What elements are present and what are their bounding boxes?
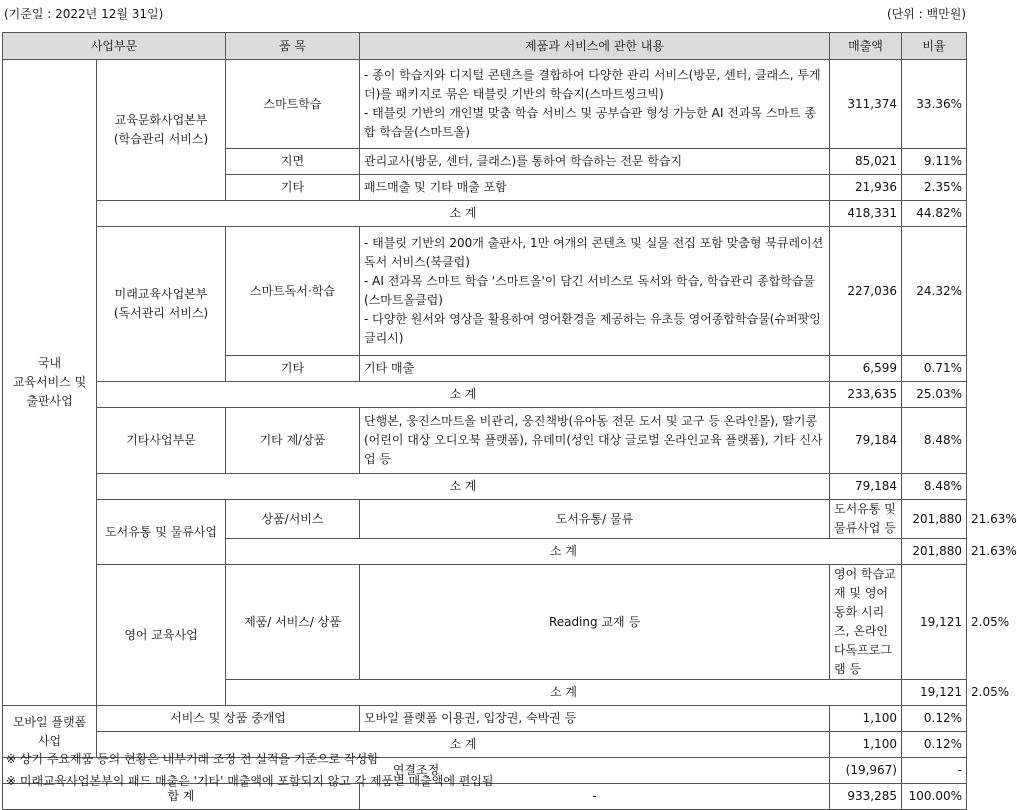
sales-cell: 227,036 (830, 227, 902, 356)
table-header-row (3, 33, 967, 60)
subtotal-label: 소 계 (97, 474, 830, 500)
ratio-cell: 24.32% (902, 227, 967, 356)
division-edu-culture: 교육문화사업본부 (학습관리 서비스) (97, 60, 226, 201)
subtotal-sales: 233,635 (830, 382, 902, 408)
segment-domestic: 국내 교육서비스 및 출판사업 (3, 60, 97, 706)
description-cell: - 종이 학습지와 디지털 콘텐츠를 결합하여 다양한 관리 서비스(방문, 센터, 클래스, 투게더)를 패키지로 묶은 태블릿 기반의 학습지(스마트씽크빅) - 태블릿 기반의 개인별 맞춤 학습 서비스 및 공부습관 형성 가능한 AI 전과목 스마트 종합 학습물(스마트올) (360, 60, 830, 149)
product-sales-table (2, 32, 1017, 810)
subtotal-ratio: 8.48% (902, 474, 967, 500)
col-header-ratio: 비율 (902, 33, 967, 60)
total-sales: 933,285 (830, 784, 902, 810)
sales-cell: 79,184 (830, 408, 902, 474)
footnote: ※ 상기 주요제품 등의 현황은 내부거래 조정 전 실적을 기준으로 작성함 (6, 752, 379, 766)
ratio-cell: 9.11% (902, 149, 967, 175)
description-cell: 기타 매출 (360, 356, 830, 382)
subtotal-ratio: 0.12% (902, 732, 967, 758)
subtotal-sales: 79,184 (830, 474, 902, 500)
subtotal-label: 소 계 (97, 201, 830, 227)
item-cell: 스마트독서·학습 (226, 227, 360, 356)
sales-cell: 1,100 (830, 706, 902, 732)
sales-cell: 6,599 (830, 356, 902, 382)
subtotal-row (3, 474, 967, 500)
subtotal-label: 소 계 (226, 539, 902, 565)
subtotal-label: 소 계 (97, 382, 830, 408)
item-cell: Reading 교재 등 (360, 565, 830, 680)
unit-label: (단위 : 백만원) (887, 7, 966, 21)
segment-distribution: 도서유통 및 물류사업 (97, 500, 226, 565)
footnotes (6, 748, 494, 792)
subtotal-ratio: 25.03% (902, 382, 967, 408)
item-cell: 기타 (226, 356, 360, 382)
subtotal-row: 소 계 201,880 21.63% (3, 539, 967, 565)
segment-mobile: 모바일 플랫폼 사업 (3, 706, 97, 758)
table-header-bar (4, 5, 966, 21)
consolidation-sales: (19,967) (830, 758, 902, 784)
total-label: 합 계 (3, 784, 360, 810)
description-cell: 관리교사(방문, 센터, 클래스)를 통하여 학습하는 전문 학습지 (360, 149, 830, 175)
ratio-cell: 2.35% (902, 175, 967, 201)
sales-cell: 21,936 (830, 175, 902, 201)
table-row: 영어 교육사업 제품/ 서비스/ 상품 Reading 교재 등 영어 학습교재 및 영어 동화 시리즈, 온라인 다독프로그램 등 19,121 2.05% (3, 565, 967, 680)
table-row (3, 227, 967, 356)
ratio-cell: 0.12% (902, 706, 967, 732)
division-cell: 제품/ 서비스/ 상품 (226, 565, 360, 680)
item-cell: 도서유통/ 물류 (360, 500, 830, 539)
subtotal-row: 소 계 19,121 2.05% (3, 680, 967, 706)
total-ratio: 100.00% (902, 784, 967, 810)
col-header-item: 품 목 (226, 33, 360, 60)
subtotal-row (3, 201, 967, 227)
sales-cell: 19,121 (902, 565, 967, 680)
segment-english: 영어 교육사업 (97, 565, 226, 706)
item-cell: 스마트학습 (226, 60, 360, 149)
subtotal-sales: 201,880 (902, 539, 967, 565)
division-future-edu: 미래교육사업본부 (독서관리 서비스) (97, 227, 226, 382)
ratio-cell: 33.36% (902, 60, 967, 149)
consolidation-ratio: - (902, 758, 967, 784)
consolidation-label: 연결조정 (3, 758, 830, 784)
table-row: 도서유통 및 물류사업 상품/서비스 도서유통/ 물류 도서유통 및 물류사업 등 201,880 21.63% (3, 500, 967, 539)
table-row (3, 706, 967, 732)
subtotal-label: 소 계 (97, 732, 830, 758)
description-cell: 패드매출 및 기타 매출 포함 (360, 175, 830, 201)
division-other: 기타사업부문 (97, 408, 226, 474)
sales-cell: 311,374 (830, 60, 902, 149)
footnote: ※ 미래교육사업본부의 패드 매출은 '기타' 매출액에 포함되지 않고 각 제품별 매출액에 편입됨 (6, 774, 494, 788)
col-header-sales: 매출액 (830, 33, 902, 60)
description-cell: 도서유통 및 물류사업 등 (830, 500, 902, 539)
division-item-cell: 서비스 및 상품 중개업 (97, 706, 360, 732)
col-header-description: 제품과 서비스에 관한 내용 (360, 33, 830, 60)
item-cell: 지면 (226, 149, 360, 175)
sales-cell: 85,021 (830, 149, 902, 175)
base-date: (기준일 : 2022년 12월 31일) (4, 7, 164, 21)
item-cell: 기타 (226, 175, 360, 201)
subtotal-label: 소 계 (226, 680, 902, 706)
table-row (3, 60, 967, 149)
subtotal-row (3, 382, 967, 408)
description-cell: - 태블릿 기반의 200개 출판사, 1만 여개의 콘텐츠 및 실물 전집 포함 맞춤형 북큐레이션 독서 서비스(북클럽) - AI 전과목 스마트 학습 '스마트올'이 담긴 서비스로 독서와 학습, 학습관리 종합학습물(스마트올클럽) - 다양한 원서와 영상을 활용하여 영어환경을 제공하는 유초등 영어종합학습물(슈퍼팟잉글리시) (360, 227, 830, 356)
subtotal-sales: 418,331 (830, 201, 902, 227)
col-header-segment: 사업부문 (3, 33, 226, 60)
description-cell: 모바일 플랫폼 이용권, 입장권, 숙박권 등 (360, 706, 830, 732)
ratio-cell: 0.71% (902, 356, 967, 382)
sales-cell: 201,880 (902, 500, 967, 539)
division-cell: 상품/서비스 (226, 500, 360, 539)
table-row (3, 408, 967, 474)
subtotal-sales: 1,100 (830, 732, 902, 758)
ratio-cell: 8.48% (902, 408, 967, 474)
total-description: - (360, 784, 830, 810)
item-cell: 기타 제/상품 (226, 408, 360, 474)
description-cell: 단행본, 웅진스마트올 비관리, 웅진책방(유아동 전문 도서 및 교구 등 온라인몰), 딸기콩(어린이 대상 오디오북 플랫폼), 유데미(성인 대상 글로벌 온라인교육 플랫폼), 기타 신사업 등 (360, 408, 830, 474)
subtotal-ratio: 44.82% (902, 201, 967, 227)
description-cell: 영어 학습교재 및 영어 동화 시리즈, 온라인 다독프로그램 등 (830, 565, 902, 680)
subtotal-sales: 19,121 (902, 680, 967, 706)
